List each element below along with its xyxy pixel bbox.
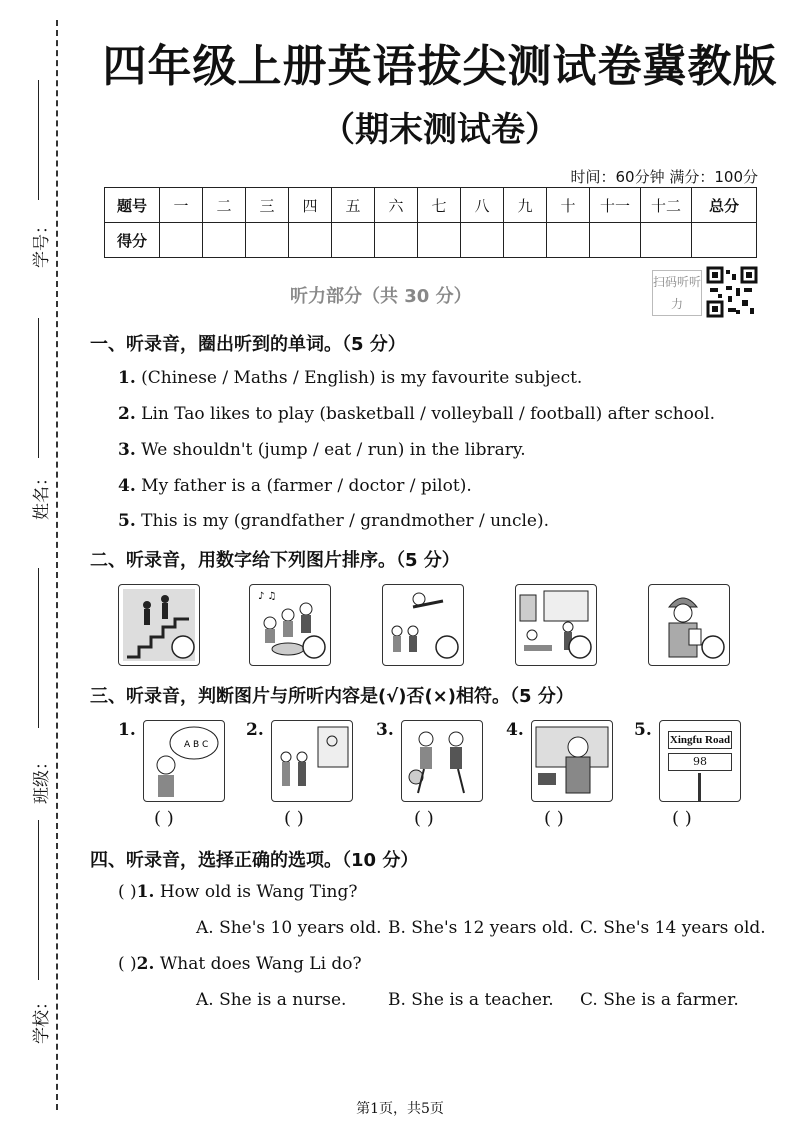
section4-question bbox=[118, 954, 362, 974]
road-sign-name: Xingfu Road bbox=[668, 731, 732, 749]
table-cell: 九 bbox=[504, 188, 547, 223]
section3-number: 1. bbox=[118, 720, 136, 740]
birthday-party-picture[interactable] bbox=[249, 584, 331, 666]
item-text: This is my (grandfather / grandmother / uncle). bbox=[141, 511, 550, 531]
class-rule bbox=[38, 568, 39, 728]
section4-question bbox=[118, 882, 357, 902]
option-a: A. She is a nurse. bbox=[196, 990, 347, 1010]
score-cell[interactable] bbox=[641, 223, 692, 258]
answer-bracket[interactable]: ( ) bbox=[414, 808, 434, 829]
answer-bracket[interactable]: ( ) bbox=[154, 808, 174, 829]
option-b: B. She's 12 years old. bbox=[388, 918, 574, 938]
section1-title: 一、听录音，圈出听到的单词。（5 分） bbox=[90, 334, 406, 355]
answer-bracket[interactable]: ( ) bbox=[118, 954, 137, 974]
table-cell: 一 bbox=[160, 188, 203, 223]
option-b: B. She is a teacher. bbox=[388, 990, 554, 1010]
name-label: 姓名： bbox=[32, 469, 52, 520]
qr-label: 扫码听听力 bbox=[652, 270, 702, 316]
option-a: A. She's 10 years old. bbox=[196, 918, 382, 938]
score-cell[interactable] bbox=[418, 223, 461, 258]
qr-block[interactable] bbox=[650, 266, 760, 322]
road-sign-picture bbox=[659, 720, 741, 802]
children-basketball-picture bbox=[401, 720, 483, 802]
table-cell: 六 bbox=[375, 188, 418, 223]
item-number: 3. bbox=[118, 440, 136, 460]
section3-title: 三、听录音，判断图片与所听内容是(√)否(×)相符。（5 分） bbox=[90, 686, 574, 707]
children-window-picture bbox=[271, 720, 353, 802]
score-cell[interactable] bbox=[375, 223, 418, 258]
table-cell: 总分 bbox=[692, 188, 757, 223]
answer-bracket[interactable]: ( ) bbox=[544, 808, 564, 829]
score-cell[interactable] bbox=[289, 223, 332, 258]
score-cell[interactable] bbox=[692, 223, 757, 258]
option-c: C. She is a farmer. bbox=[580, 990, 739, 1010]
score-cell[interactable] bbox=[461, 223, 504, 258]
section1-item bbox=[118, 476, 472, 496]
question-text: What does Wang Li do? bbox=[159, 954, 362, 974]
score-cell[interactable] bbox=[590, 223, 641, 258]
children-playing-picture[interactable] bbox=[382, 584, 464, 666]
item-text: Lin Tao likes to play (basketball / volleyball / football) after school. bbox=[141, 404, 715, 424]
table-cell: 十 bbox=[547, 188, 590, 223]
qr-code-icon[interactable] bbox=[706, 266, 758, 318]
score-cell[interactable] bbox=[246, 223, 289, 258]
table-cell: 七 bbox=[418, 188, 461, 223]
stairs-picture[interactable] bbox=[118, 584, 200, 666]
score-cell[interactable] bbox=[547, 223, 590, 258]
table-cell: 十二 bbox=[641, 188, 692, 223]
time-score-info: 时间：60分钟 满分：100分 bbox=[570, 168, 758, 186]
section1-item bbox=[118, 368, 582, 388]
question-number-row bbox=[105, 188, 757, 223]
question-text: How old is Wang Ting? bbox=[159, 882, 358, 902]
table-cell: 得分 bbox=[105, 223, 160, 258]
item-text: We shouldn't (jump / eat / run) in the library. bbox=[141, 440, 526, 460]
item-number: 1. bbox=[136, 882, 155, 902]
name-rule bbox=[38, 318, 39, 458]
score-table bbox=[104, 187, 757, 258]
item-text: My father is a (farmer / doctor / pilot). bbox=[141, 476, 472, 496]
answer-bracket[interactable]: ( ) bbox=[284, 808, 304, 829]
student-id-label: 学号： bbox=[32, 217, 52, 268]
svg-text:♪ ♫: ♪ ♫ bbox=[258, 591, 277, 602]
score-cell[interactable] bbox=[160, 223, 203, 258]
table-cell: 二 bbox=[203, 188, 246, 223]
table-cell: 十一 bbox=[590, 188, 641, 223]
class-label: 班级： bbox=[32, 753, 52, 804]
road-sign-number: 98 bbox=[668, 753, 732, 771]
item-number: 2. bbox=[118, 404, 136, 424]
item-number: 2. bbox=[136, 954, 155, 974]
exam-subtitle: （期末测试卷） bbox=[321, 110, 559, 150]
section3-number: 4. bbox=[506, 720, 524, 740]
school-rule bbox=[38, 820, 39, 980]
boy-thinking-picture bbox=[143, 720, 225, 802]
section3-number: 3. bbox=[376, 720, 394, 740]
section4-title: 四、听录音，选择正确的选项。（10 分） bbox=[90, 850, 419, 871]
table-cell: 八 bbox=[461, 188, 504, 223]
answer-bracket[interactable]: ( ) bbox=[118, 882, 137, 902]
student-id-rule bbox=[38, 80, 39, 200]
table-cell: 五 bbox=[332, 188, 375, 223]
item-text: (Chinese / Maths / English) is my favourite subject. bbox=[141, 368, 583, 388]
school-label: 学校： bbox=[32, 993, 52, 1044]
item-number: 1. bbox=[118, 368, 136, 388]
page-footer: 第1页，共5页 bbox=[356, 1101, 444, 1117]
table-cell: 三 bbox=[246, 188, 289, 223]
item-number: 5. bbox=[118, 511, 136, 531]
cut-line bbox=[56, 20, 58, 1110]
classroom-picture[interactable] bbox=[515, 584, 597, 666]
section1-item bbox=[118, 440, 526, 460]
binding-margin bbox=[0, 0, 58, 1132]
exam-title: 四年级上册英语拔尖测试卷冀教版 bbox=[102, 41, 778, 92]
section3-number: 5. bbox=[634, 720, 652, 740]
sign-pole bbox=[698, 773, 701, 801]
score-cell[interactable] bbox=[203, 223, 246, 258]
worker-picture[interactable] bbox=[648, 584, 730, 666]
listening-heading: 听力部分（共 30 分） bbox=[290, 286, 472, 307]
woman-library-picture bbox=[531, 720, 613, 802]
svg-text:A B C: A B C bbox=[184, 740, 209, 750]
section1-item bbox=[118, 404, 715, 424]
table-cell: 四 bbox=[289, 188, 332, 223]
item-number: 4. bbox=[118, 476, 136, 496]
option-c: C. She's 14 years old. bbox=[580, 918, 766, 938]
section1-item bbox=[118, 511, 549, 531]
answer-bracket[interactable]: ( ) bbox=[672, 808, 692, 829]
section3-number: 2. bbox=[246, 720, 264, 740]
score-cell[interactable] bbox=[504, 223, 547, 258]
section2-title: 二、听录音，用数字给下列图片排序。（5 分） bbox=[90, 550, 460, 571]
table-cell: 题号 bbox=[105, 188, 160, 223]
score-cell[interactable] bbox=[332, 223, 375, 258]
score-row bbox=[105, 223, 757, 258]
